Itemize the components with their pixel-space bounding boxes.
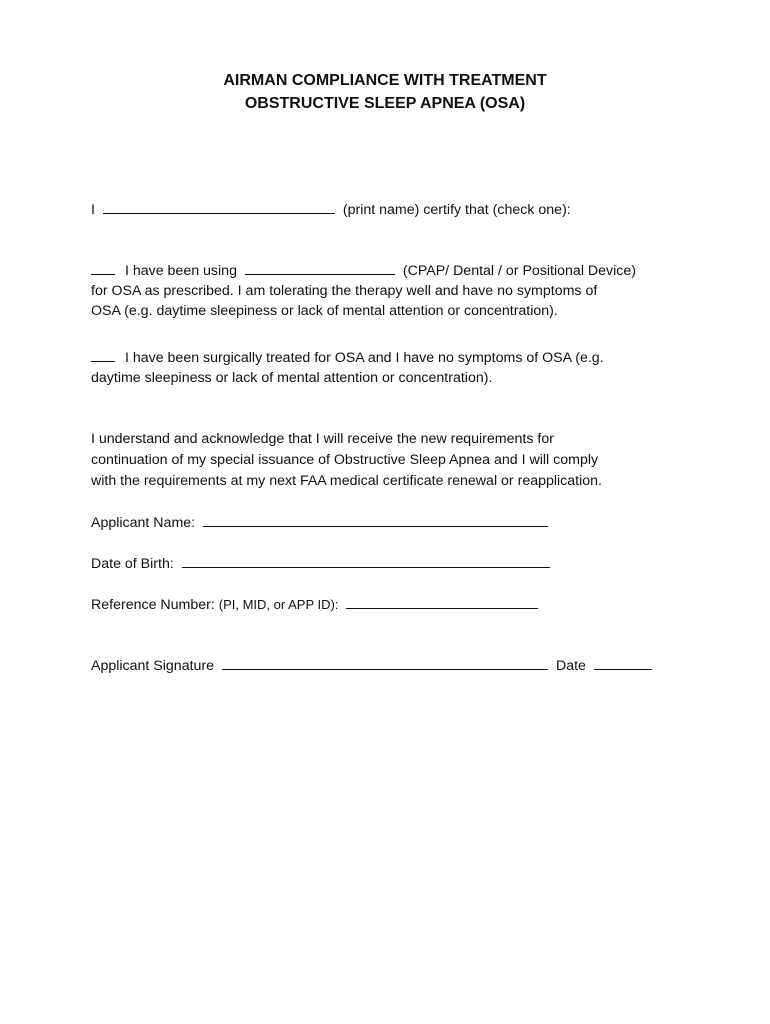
print-name-field[interactable] — [103, 199, 335, 214]
option2-checkbox-blank[interactable] — [91, 347, 115, 362]
option1-line2: for OSA as prescribed. I am tolerating the therapy well and have no symptoms of — [91, 283, 598, 299]
reference-field[interactable] — [346, 594, 538, 609]
document-title-line1: AIRMAN COMPLIANCE WITH TREATMENT — [223, 72, 547, 89]
option2-line2: daytime sleepiness or lack of mental attention or concentration). — [91, 370, 493, 386]
signature-field[interactable] — [222, 655, 548, 670]
applicant-name-label: Applicant Name: — [91, 515, 196, 531]
signature-row — [91, 655, 652, 676]
signature-label: Applicant Signature — [91, 658, 215, 674]
reference-label: Reference Number: — [91, 597, 215, 613]
document-title-line2: OBSTRUCTIVE SLEEP APNEA (OSA) — [244, 95, 526, 112]
option1-line3: OSA (e.g. daytime sleepiness or lack of mental attention or concentration). — [91, 303, 558, 319]
dob-field[interactable] — [182, 553, 550, 568]
applicant-name-row — [91, 512, 548, 533]
option1-checkbox-blank[interactable] — [91, 260, 115, 275]
dob-label: Date of Birth: — [91, 556, 174, 572]
acknowledge-line2: continuation of my special issuance of Obstructive Sleep Apnea and I will comply — [91, 452, 599, 468]
option2-text1: I have been surgically treated for OSA and I have no symptoms of OSA (e.g. — [124, 350, 604, 366]
option1-text1: I have been using — [124, 263, 237, 279]
certify-line — [91, 199, 571, 220]
option1-text2: (CPAP/ Dental / or Positional Device) — [402, 263, 637, 279]
reference-row — [91, 594, 538, 615]
date-label: Date — [555, 658, 586, 674]
applicant-name-field[interactable] — [203, 512, 548, 527]
certify-suffix: (print name) certify that (check one): — [342, 202, 571, 218]
dob-row — [91, 553, 550, 574]
reference-hint: (PI, MID, or APP ID): — [218, 597, 339, 612]
certify-prefix: I — [91, 202, 95, 218]
option1-line1 — [91, 260, 636, 281]
device-field[interactable] — [245, 260, 395, 275]
acknowledge-line1: I understand and acknowledge that I will receive the new requirements for — [91, 431, 554, 447]
acknowledge-line3: with the requirements at my next FAA medical certificate renewal or reapplication. — [91, 473, 602, 489]
date-field[interactable] — [594, 655, 652, 670]
option2-line1 — [91, 347, 604, 368]
